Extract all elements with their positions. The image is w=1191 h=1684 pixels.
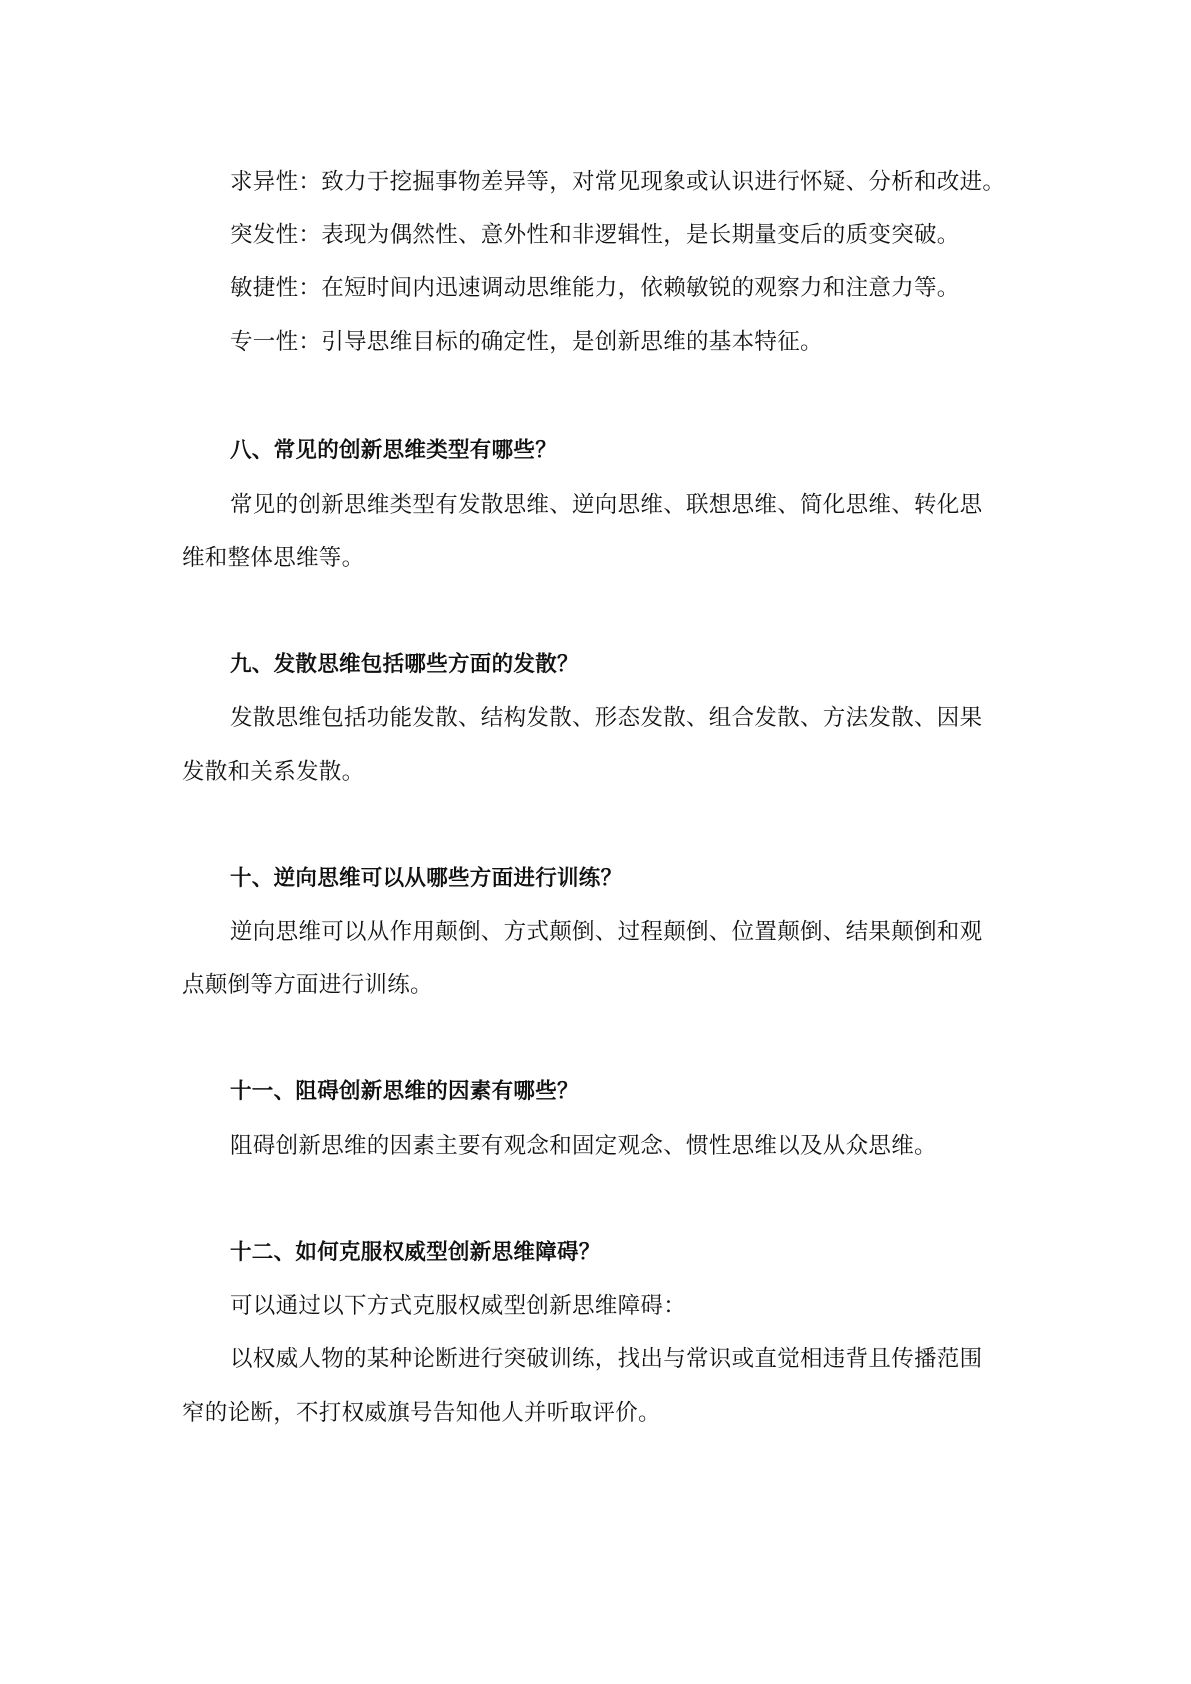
section-10-paragraph-line-1: 逆向思维可以从作用颠倒、方式颠倒、过程颠倒、位置颠倒、结果颠倒和观 (230, 919, 983, 945)
section-11-paragraph-line-1: 阻碍创新思维的因素主要有观念和固定观念、惯性思维以及从众思维。 (230, 1133, 937, 1159)
section-9-paragraph-line-2: 发散和关系发散。 (182, 759, 365, 785)
section-8-paragraph-line-2: 维和整体思维等。 (182, 545, 365, 571)
section-heading-11: 十一、阻碍创新思维的因素有哪些？ (230, 1079, 579, 1104)
section-12-paragraph-2-line-2: 窄的论断，不打权威旗号告知他人并听取评价。 (182, 1400, 661, 1426)
section-heading-9: 九、发散思维包括哪些方面的发散？ (230, 652, 579, 677)
section-heading-10: 十、逆向思维可以从哪些方面进行训练？ (230, 866, 623, 891)
trait-minjie: 敏捷性：在短时间内迅速调动思维能力，依赖敏锐的观察力和注意力等。 (230, 275, 960, 301)
section-12-paragraph-1: 可以通过以下方式克服权威型创新思维障碍： (230, 1293, 687, 1319)
section-heading-8: 八、常见的创新思维类型有哪些？ (230, 438, 558, 463)
section-10-paragraph-line-2: 点颠倒等方面进行训练。 (182, 972, 433, 998)
section-12-paragraph-2-line-1: 以权威人物的某种论断进行突破训练，找出与常识或直觉相违背且传播范围 (230, 1346, 983, 1372)
trait-tufa: 突发性：表现为偶然性、意外性和非逻辑性，是长期量变后的质变突破。 (230, 222, 960, 248)
trait-zhuanyi: 专一性：引导思维目标的确定性，是创新思维的基本特征。 (230, 329, 823, 355)
section-8-paragraph-line-1: 常见的创新思维类型有发散思维、逆向思维、联想思维、简化思维、转化思 (230, 492, 983, 518)
section-9-paragraph-line-1: 发散思维包括功能发散、结构发散、形态发散、组合发散、方法发散、因果 (230, 705, 983, 731)
trait-qiuyi: 求异性：致力于挖掘事物差异等，对常见现象或认识进行怀疑、分析和改进。 (230, 169, 1006, 195)
section-heading-12: 十二、如何克服权威型创新思维障碍？ (230, 1240, 601, 1265)
